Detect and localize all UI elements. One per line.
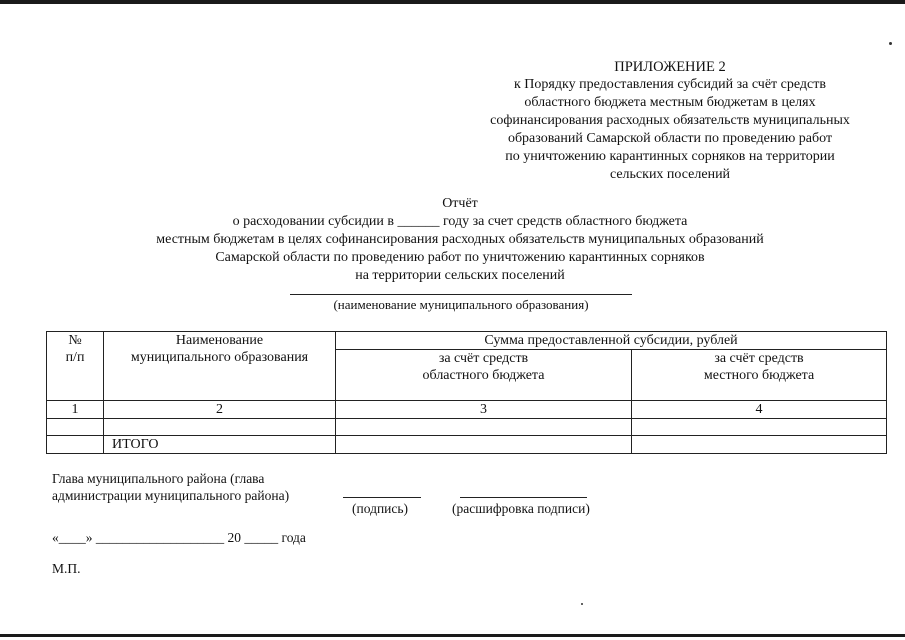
municipality-field <box>290 282 632 313</box>
report-line: местным бюджетам в целях софинансирования расходных обязательств муниципальных образований <box>156 232 764 247</box>
appendix-line: софинансирования расходных обязательств муниципальных <box>490 113 850 128</box>
total-label: ИТОГО <box>104 436 336 454</box>
column-number: 1 <box>47 401 104 419</box>
appendix-block <box>460 58 880 184</box>
appendix-line: к Порядку предоставления субсидий за счёт средств <box>514 77 826 92</box>
report-line: Самарской области по проведению работ по уничтожению карантинных сорняков <box>215 250 705 265</box>
scan-border-top <box>0 0 905 4</box>
header-number: № п/п <box>47 332 104 401</box>
appendix-title: ПРИЛОЖЕНИЕ 2 <box>614 59 726 75</box>
table-cell <box>632 436 887 454</box>
stamp-placeholder: М.П. <box>52 561 81 576</box>
header-regional-budget: за счёт средств областного бюджета <box>336 350 632 401</box>
date-line: «____» ___________________ 20 _____ года <box>52 530 306 545</box>
table-cell <box>47 436 104 454</box>
decoding-line <box>460 497 587 498</box>
scan-border-bottom <box>0 634 905 637</box>
appendix-line: областного бюджета местным бюджетам в целях <box>524 95 816 110</box>
subsidy-table <box>46 331 887 454</box>
header-local-budget: за счёт средств местного бюджета <box>632 350 887 401</box>
header-municipality: Наименование муниципального образования <box>104 332 336 401</box>
table-cell <box>336 436 632 454</box>
table-cell <box>47 419 104 436</box>
header-subsidy-sum: Сумма предоставленной субсидии, рублей <box>336 332 887 350</box>
appendix-line: образований Самарской области по проведению работ <box>507 131 833 146</box>
report-line: о расходовании субсидии в ______ году за счет средств областного бюджета <box>232 214 688 229</box>
table-row-numbers <box>47 401 887 419</box>
table-cell <box>336 419 632 436</box>
municipality-caption: (наименование муниципального образования) <box>333 297 589 312</box>
appendix-line: по уничтожению карантинных сорняков на территории <box>505 149 835 164</box>
signature-line <box>343 497 421 498</box>
report-line: на территории сельских поселений <box>355 268 565 283</box>
table-cell <box>104 419 336 436</box>
report-title: Отчёт <box>442 196 478 211</box>
table-row-empty <box>47 419 887 436</box>
scan-speck <box>581 603 583 605</box>
signer-title <box>52 470 289 504</box>
column-number: 2 <box>104 401 336 419</box>
column-number: 3 <box>336 401 632 419</box>
signature-caption: (подпись) <box>352 501 409 516</box>
column-number: 4 <box>632 401 887 419</box>
table-cell <box>632 419 887 436</box>
signer-line: администрации муниципального района) <box>52 488 290 503</box>
municipality-underline <box>290 294 632 295</box>
scan-speck <box>889 42 892 45</box>
decoding-caption: (расшифровка подписи) <box>452 501 590 516</box>
table-row-total <box>47 436 887 454</box>
report-heading <box>60 195 860 285</box>
appendix-line: сельских поселений <box>609 167 731 182</box>
signer-line: Глава муниципального района (глава <box>52 471 265 486</box>
